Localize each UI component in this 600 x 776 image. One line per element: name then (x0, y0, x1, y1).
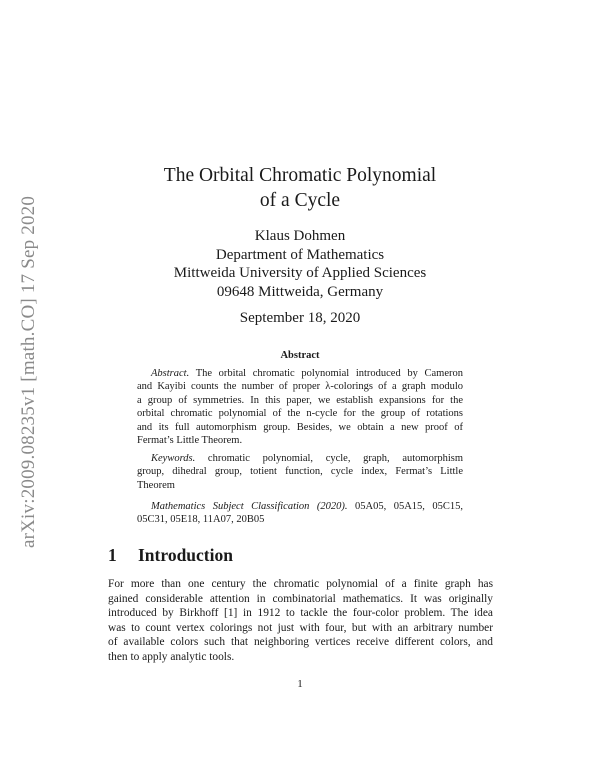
section-number: 1 (108, 545, 117, 565)
body-line: gained considerable attention in combinatorial mathematics. It was originally (108, 592, 493, 605)
section-title: Introduction (138, 545, 233, 565)
body-line: For more than one century the chromatic polynomial of a finite graph has (108, 578, 493, 590)
author-department: Department of Mathematics (215, 246, 385, 263)
author-block (120, 227, 480, 301)
keywords-label: Keywords. (151, 453, 196, 464)
abstract-line: a group of symmetries. In this paper, we establish expansions for the (137, 394, 463, 406)
body-line: of available colors such that neighboring vertices receive different colors, and (108, 636, 493, 649)
introduction-paragraph (108, 577, 493, 665)
keywords (137, 452, 463, 492)
body-line: was to count vertex colorings not just with four, but with an arbitrary number (108, 621, 493, 634)
arxiv-stamp-text: arXiv:2009.08235v1 [math.CO] 17 Sep 2020 (18, 195, 40, 549)
arxiv-stamp (8, 172, 50, 572)
abstract-body (137, 367, 463, 447)
abstract-heading: Abstract (280, 350, 320, 361)
title-line-2: of a Cycle (259, 190, 341, 211)
abstract-line: orbital chromatic polynomial of the n-cycle for the group of rotations (137, 408, 463, 420)
msc-classification (137, 500, 463, 527)
abstract-line: and its full automorphism group. Besides, we obtain a new proof of (137, 421, 463, 433)
section-heading (108, 545, 233, 566)
abstract-line-text: The orbital chromatic polynomial introduced by Cameron (195, 368, 464, 379)
keywords-line: Theorem (137, 479, 175, 491)
page-number: 1 (297, 678, 303, 690)
msc-label: Mathematics Subject Classification (2020). (151, 501, 348, 512)
paper-title (100, 163, 500, 213)
msc-line-text: 05A05, 05A15, 05C15, (355, 501, 464, 512)
keywords-line-text: chromatic polynomial, cycle, graph, automorphism (207, 453, 463, 464)
msc-line: 05C31, 05E18, 11A07, 20B05 (137, 514, 265, 526)
title-line-1: The Orbital Chromatic Polynomial (163, 165, 437, 186)
paper-date: September 18, 2020 (239, 310, 361, 326)
abstract-line: and Kayibi counts the number of proper λ-colorings of a graph modulo (137, 381, 463, 393)
msc-line (137, 500, 463, 513)
abstract-line (137, 367, 463, 380)
keywords-line (137, 452, 463, 465)
body-line: then to apply analytic tools. (108, 650, 235, 663)
keywords-line: group, dihedral group, totient function, cycle index, Fermat’s Little (137, 466, 463, 478)
abstract-line: Fermat’s Little Theorem. (137, 435, 243, 447)
author-university: Mittweida University of Applied Sciences (173, 265, 427, 281)
author-name: Klaus Dohmen (254, 228, 346, 244)
body-line: introduced by Birkhoff [1] in 1912 to tackle the four-color problem. The idea (108, 607, 493, 620)
abstract-label: Abstract. (151, 368, 190, 379)
author-address: 09648 Mittweida, Germany (216, 283, 384, 300)
